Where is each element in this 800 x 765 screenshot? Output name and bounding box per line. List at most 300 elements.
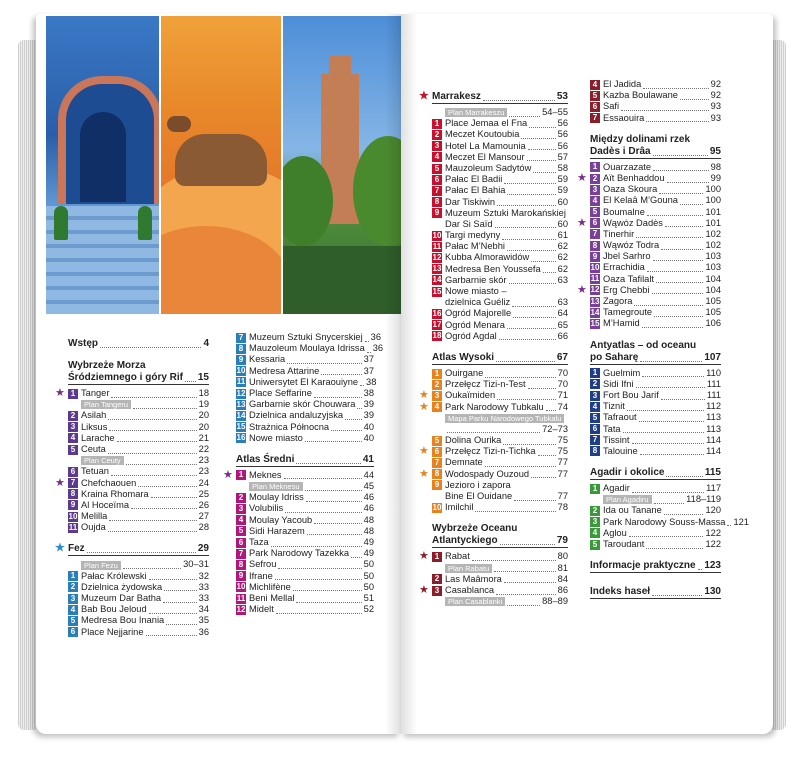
toc-entry — [236, 503, 374, 514]
page-number: 58 — [557, 162, 568, 173]
leader-dots — [513, 310, 556, 318]
entry-label: Atlas Wysoki — [432, 351, 495, 363]
entry-number-badge: 13 — [236, 399, 246, 409]
leader-dots — [472, 553, 556, 561]
leader-dots — [276, 606, 362, 614]
page-number: 81 — [557, 562, 568, 573]
toc-entry — [236, 604, 374, 615]
entry-number-badge: 3 — [590, 391, 600, 401]
entry-number-badge: 11 — [68, 522, 78, 532]
entry-number-badge: 2 — [236, 493, 246, 503]
leader-dots — [680, 92, 709, 100]
entry-label: Sefrou — [249, 559, 277, 570]
leader-dots — [634, 298, 703, 306]
toc-entry — [68, 511, 209, 522]
entry-label: Dzielnica żydowska — [81, 581, 163, 592]
entry-number-badge: 6 — [432, 447, 442, 457]
entry-label: Przełęcz Tizi-n-Test — [445, 379, 526, 390]
entry-number-badge: 7 — [590, 435, 600, 445]
entry-label: Park Narodowy Souss-Massa — [603, 516, 726, 527]
leader-dots — [503, 437, 555, 445]
page-number: 104 — [705, 284, 721, 295]
page-number: 70 — [557, 367, 568, 378]
toc-entry — [68, 571, 209, 582]
leader-dots — [661, 242, 703, 250]
entry-label: Sidi Harazem — [249, 525, 305, 536]
entry-number-badge: 3 — [236, 504, 246, 514]
toc-entry — [432, 275, 568, 286]
entry-label: Pałac El Badii — [445, 174, 503, 185]
leader-dots — [647, 264, 704, 272]
leader-dots — [447, 425, 540, 433]
section-heading — [432, 523, 568, 535]
toc-entry — [432, 264, 568, 275]
toc-entry — [432, 230, 568, 241]
star-icon: ★ — [419, 445, 429, 458]
page-number: 50 — [363, 570, 374, 581]
map-subentry — [432, 596, 568, 607]
toc-entry — [432, 141, 568, 152]
entry-continuation — [432, 297, 568, 308]
page-number: 56 — [557, 129, 568, 140]
leader-dots — [496, 354, 555, 362]
leader-dots — [357, 401, 361, 409]
entry-number-badge: 3 — [432, 141, 442, 151]
entry-label: Ogród Majorelle — [445, 308, 512, 319]
leader-dots — [512, 299, 556, 307]
entry-label: Agadir — [603, 483, 630, 494]
entry-number-badge: 9 — [590, 252, 600, 262]
page-number: 22 — [198, 443, 209, 454]
leader-dots — [485, 370, 555, 378]
entry-label: Wąwóz Dadès — [603, 217, 663, 228]
page-number: 63 — [557, 297, 568, 308]
toc-entry — [432, 252, 568, 263]
section-heading — [55, 542, 209, 556]
entry-label: Liksus — [81, 421, 108, 432]
leader-dots — [151, 490, 197, 498]
entry-label: Talouine — [603, 445, 638, 456]
entry-label: Dar Si Saïd — [445, 218, 493, 229]
entry-label: Muzeum Sztuki Marokańskiej — [445, 207, 566, 218]
page-number: 106 — [705, 318, 721, 329]
entry-number-badge: 6 — [68, 627, 78, 637]
leader-dots — [528, 142, 556, 150]
page-number: 33 — [198, 581, 209, 592]
toc-entry — [68, 489, 209, 500]
leader-dots — [133, 401, 197, 409]
entry-number-badge: 18 — [432, 331, 442, 341]
entry-label: Ogród Agdal — [445, 330, 497, 341]
toc-entry — [577, 171, 721, 184]
entry-label: Al Hoceïma — [81, 499, 130, 510]
entry-label: Kazba Boulawane — [603, 90, 678, 101]
map-subentry — [432, 413, 568, 424]
entry-number-badge: 9 — [236, 571, 246, 581]
leader-dots — [278, 561, 361, 569]
page-number: 99 — [710, 172, 721, 183]
toc-entry — [236, 526, 374, 537]
entry-number-badge: 8 — [432, 197, 442, 207]
map-subentry — [432, 107, 568, 118]
entry-label: Volubilis — [249, 503, 284, 514]
entry-label: Indeks haseł — [590, 586, 651, 598]
page-number: 23 — [198, 455, 209, 466]
page-number: 20 — [198, 410, 209, 421]
entry-label: Aït Benhaddou — [603, 172, 665, 183]
leader-dots — [314, 516, 361, 524]
leader-dots — [331, 423, 362, 431]
leader-dots — [149, 572, 197, 580]
entry-number-badge: 3 — [590, 185, 600, 195]
entry-label: Oaza Skoura — [603, 184, 658, 195]
page-number: 29 — [197, 543, 209, 555]
page-number: 101 — [705, 217, 721, 228]
toc-column-1 — [55, 332, 209, 638]
map-label: Plan Meknesu — [249, 482, 303, 491]
leader-dots — [652, 588, 702, 596]
leader-dots — [108, 524, 197, 532]
star-icon: ★ — [419, 90, 429, 102]
entry-label: Oujda — [81, 522, 106, 533]
page-number: 75 — [557, 435, 568, 446]
page-number: 111 — [706, 389, 721, 400]
page-number: 122 — [705, 527, 721, 538]
entry-label: Dolina Ourika — [445, 435, 502, 446]
page-number: 32 — [198, 570, 209, 581]
page-number: 130 — [704, 586, 721, 598]
toc-entry — [432, 118, 568, 129]
leader-dots — [529, 120, 555, 128]
page-number: 77 — [557, 468, 568, 479]
leader-dots — [494, 564, 555, 572]
page-number: 79 — [556, 535, 568, 547]
entry-number-badge: 15 — [236, 422, 246, 432]
spacer — [68, 350, 209, 354]
entry-label: Mauzoleum Moulaya Idrissa — [249, 343, 365, 354]
leader-dots — [531, 254, 555, 262]
entry-label: Strażnica Północna — [249, 421, 330, 432]
entry-label: Nowe miasto – — [445, 286, 507, 296]
leader-dots — [117, 434, 197, 442]
map-label: Plan Rabatu — [445, 564, 492, 573]
star-icon: ★ — [419, 583, 429, 596]
leader-dots — [643, 81, 708, 89]
leader-dots — [365, 334, 369, 342]
entry-label: Zagora — [603, 296, 633, 306]
map-label: Plan Casablanki — [445, 597, 505, 606]
page-number: 48 — [363, 525, 374, 536]
toc-entry — [236, 422, 374, 433]
entry-number-badge: 2 — [68, 582, 78, 592]
page-edges-right — [772, 40, 786, 730]
entry-number-badge: 1 — [68, 571, 78, 581]
map-subentry — [432, 563, 568, 574]
page-number: 64 — [557, 308, 568, 319]
section-heading — [236, 454, 374, 467]
leader-dots — [533, 165, 555, 173]
leader-dots — [727, 518, 731, 526]
entry-number-badge: 1 — [590, 162, 600, 172]
entry-label: Oaza Tafilalt — [603, 273, 654, 284]
section-heading — [590, 352, 721, 365]
spacer — [590, 457, 721, 461]
entry-label: Wybrzeże Oceanu — [432, 523, 518, 535]
page-number: 102 — [705, 240, 721, 251]
entry-number-badge: 13 — [432, 264, 442, 274]
toc-entry — [590, 296, 721, 307]
toc-entry — [432, 185, 568, 196]
entry-label: Informacje praktyczne — [590, 560, 696, 572]
leader-dots — [293, 583, 362, 591]
leader-dots — [507, 321, 556, 329]
entry-label: Essaouira — [603, 112, 645, 123]
toc-entry — [236, 388, 374, 399]
page-number: 122 — [705, 539, 721, 549]
page-number: 101 — [705, 206, 721, 217]
section-title-row — [590, 586, 721, 598]
entry-number-badge: 9 — [236, 355, 246, 365]
section-heading — [68, 360, 209, 372]
toc-entry — [590, 539, 721, 550]
entry-label: El Jadida — [603, 79, 642, 89]
toc-entry — [68, 466, 209, 477]
leader-dots — [543, 265, 556, 273]
leader-dots — [667, 175, 709, 183]
entry-label: Pałac M’Nebhi — [445, 241, 505, 252]
toc-entry — [68, 604, 209, 615]
leader-dots — [360, 378, 364, 386]
entry-label: Asilah — [81, 410, 107, 421]
leader-dots — [166, 617, 196, 625]
toc-entry — [590, 229, 721, 240]
page-number: 112 — [706, 401, 721, 412]
section-title-row — [590, 146, 721, 158]
entry-number-badge: 4 — [590, 80, 600, 90]
toc-entry — [68, 615, 209, 626]
entry-label: Ida ou Tanane — [603, 505, 662, 516]
entry-number-badge: 4 — [68, 433, 78, 443]
leader-dots — [653, 163, 709, 171]
leader-dots — [185, 374, 196, 382]
section-title-row — [236, 454, 374, 466]
page-number: 33 — [198, 593, 209, 603]
page-number: 117 — [706, 483, 721, 494]
section-title-row — [68, 360, 209, 372]
leader-dots — [87, 545, 196, 553]
entry-label: Pałac Królewski — [81, 570, 147, 581]
entry-number-badge: 3 — [68, 422, 78, 432]
page-number: 74 — [557, 401, 568, 412]
entry-label: Aglou — [603, 527, 627, 538]
map-subentry — [68, 399, 209, 410]
toc-entry — [432, 379, 568, 390]
toc-entry — [223, 468, 374, 481]
entry-number-badge: 12 — [432, 253, 442, 263]
entry-number-badge: 12 — [590, 285, 600, 295]
leader-dots — [305, 434, 362, 442]
page-number: 25 — [198, 488, 209, 499]
toc-entry — [590, 90, 721, 101]
entry-number-badge: 7 — [590, 229, 600, 239]
entry-label: Pałac El Bahia — [445, 185, 506, 196]
leader-dots — [632, 485, 704, 493]
page-number: 105 — [705, 307, 721, 318]
section-heading — [419, 90, 568, 104]
entry-number-badge: 10 — [590, 263, 600, 273]
leader-dots — [164, 583, 197, 591]
page-number: 92 — [710, 90, 721, 101]
entry-label: Ceuta — [81, 443, 106, 454]
entry-label: Medresa Attarine — [249, 365, 320, 376]
entry-number-badge: 7 — [236, 549, 246, 559]
spacer — [590, 330, 721, 334]
map-subentry — [68, 455, 209, 466]
toc-entry — [236, 332, 382, 343]
leader-dots — [642, 320, 704, 328]
toc-entry — [432, 129, 568, 140]
leader-dots — [275, 572, 362, 580]
entry-label: Garbarnie skór Chouwara — [249, 399, 356, 410]
leader-dots — [306, 494, 362, 502]
entry-label: Tamegroute — [603, 307, 653, 318]
toc-entry — [590, 207, 721, 218]
leader-dots — [632, 436, 705, 444]
leader-dots — [646, 114, 708, 122]
entry-number-badge: 9 — [432, 208, 442, 218]
star-icon: ★ — [55, 387, 65, 399]
entry-label: Kessaria — [249, 354, 286, 365]
page-number: 30–31 — [183, 559, 209, 570]
toc-entry — [236, 593, 374, 604]
entry-label: Oukaïmiden — [445, 390, 496, 401]
page-number: 77 — [557, 491, 568, 501]
page-number: 88–89 — [542, 596, 568, 607]
page-number: 62 — [557, 241, 568, 252]
page-number: 54–55 — [542, 107, 568, 117]
entry-number-badge: 6 — [590, 102, 600, 112]
entry-label: Wstęp — [68, 338, 98, 349]
page-number: 23 — [198, 466, 209, 477]
toc-entry — [590, 274, 721, 285]
entry-number-badge: 9 — [68, 500, 78, 510]
toc-entry — [419, 445, 568, 458]
entry-number-badge: 10 — [236, 582, 246, 592]
leader-dots — [680, 197, 704, 205]
entry-label: Melilla — [81, 511, 108, 522]
leader-dots — [345, 412, 362, 420]
toc-entry — [590, 184, 721, 195]
spacer — [590, 576, 721, 580]
page-number: 40 — [363, 421, 374, 432]
entry-number-badge: 7 — [590, 113, 600, 123]
page-number: 115 — [704, 467, 721, 479]
entry-number-badge: 12 — [236, 604, 246, 614]
section-title-row — [590, 352, 721, 364]
leader-dots — [623, 425, 705, 433]
leader-dots — [483, 93, 555, 101]
entry-number-badge: 1 — [590, 368, 600, 378]
page-number: 49 — [363, 537, 374, 547]
toc-entry — [68, 500, 209, 511]
entry-number-badge: 15 — [590, 318, 600, 328]
entry-label: Larache — [81, 432, 115, 443]
leader-dots — [521, 131, 555, 139]
page-number: 107 — [704, 351, 721, 363]
entry-label: Dadès i Drâa — [590, 145, 651, 157]
entry-number-badge: 3 — [590, 517, 600, 527]
star-icon: ★ — [55, 476, 65, 489]
section-title-row — [590, 467, 721, 479]
leader-dots — [108, 412, 196, 420]
section-heading — [590, 467, 721, 480]
leader-dots — [131, 501, 197, 509]
page-number: 104 — [705, 273, 721, 284]
entry-label: Place Jemaa el Fna — [445, 118, 528, 129]
toc-entry — [236, 343, 384, 354]
toc-entry — [590, 390, 721, 401]
leader-dots — [109, 423, 196, 431]
leader-dots — [546, 403, 556, 411]
leader-dots — [123, 561, 181, 569]
leader-dots — [659, 186, 703, 194]
toc-entry — [68, 582, 209, 593]
page-number: 102 — [705, 228, 721, 239]
entry-label: Medresa Bou Inania — [81, 615, 165, 626]
entry-label: Bab Bou Jeloud — [81, 604, 147, 615]
toc-entry — [590, 195, 721, 206]
section-heading — [432, 535, 568, 548]
entry-number-badge: 15 — [432, 286, 442, 296]
page-number: 98 — [710, 161, 721, 172]
leader-dots — [284, 471, 362, 479]
leader-dots — [621, 103, 709, 111]
section-title-row — [55, 542, 209, 555]
page-number: 36 — [198, 626, 209, 637]
entry-label: Tetuan — [81, 466, 109, 477]
toc-entry — [236, 433, 374, 444]
entry-label: Garbarnie skór — [445, 274, 507, 285]
toc-entry — [590, 113, 721, 124]
leader-dots — [527, 153, 556, 161]
entry-label: Kubba Almorawidów — [445, 252, 530, 263]
spacer — [590, 124, 721, 128]
leader-dots — [507, 187, 555, 195]
entry-number-badge: 5 — [590, 91, 600, 101]
leader-dots — [321, 367, 361, 375]
entry-number-badge: 7 — [432, 458, 442, 468]
toc-entry — [590, 446, 721, 457]
section-heading — [68, 372, 209, 385]
leader-dots — [647, 208, 704, 216]
entry-label: Las Maâmora — [445, 573, 502, 584]
entry-label: Safi — [603, 101, 620, 112]
entry-number-badge: 10 — [432, 230, 442, 240]
toc-entry — [432, 502, 568, 513]
toc-entry — [577, 216, 721, 229]
page-number: 50 — [363, 581, 374, 592]
leader-dots — [531, 470, 556, 478]
toc-entry — [590, 162, 721, 173]
page-number: 57 — [557, 151, 568, 162]
page-number: 39 — [363, 399, 374, 410]
entry-label: Kraina Rhomara — [81, 488, 149, 499]
koutoubia-minaret-photo — [283, 16, 401, 314]
page-number: 62 — [557, 263, 568, 274]
toc-entry — [236, 515, 374, 526]
leader-dots — [138, 479, 196, 487]
map-label: Mapa Parku Narodowego Tubkalu — [445, 414, 564, 423]
